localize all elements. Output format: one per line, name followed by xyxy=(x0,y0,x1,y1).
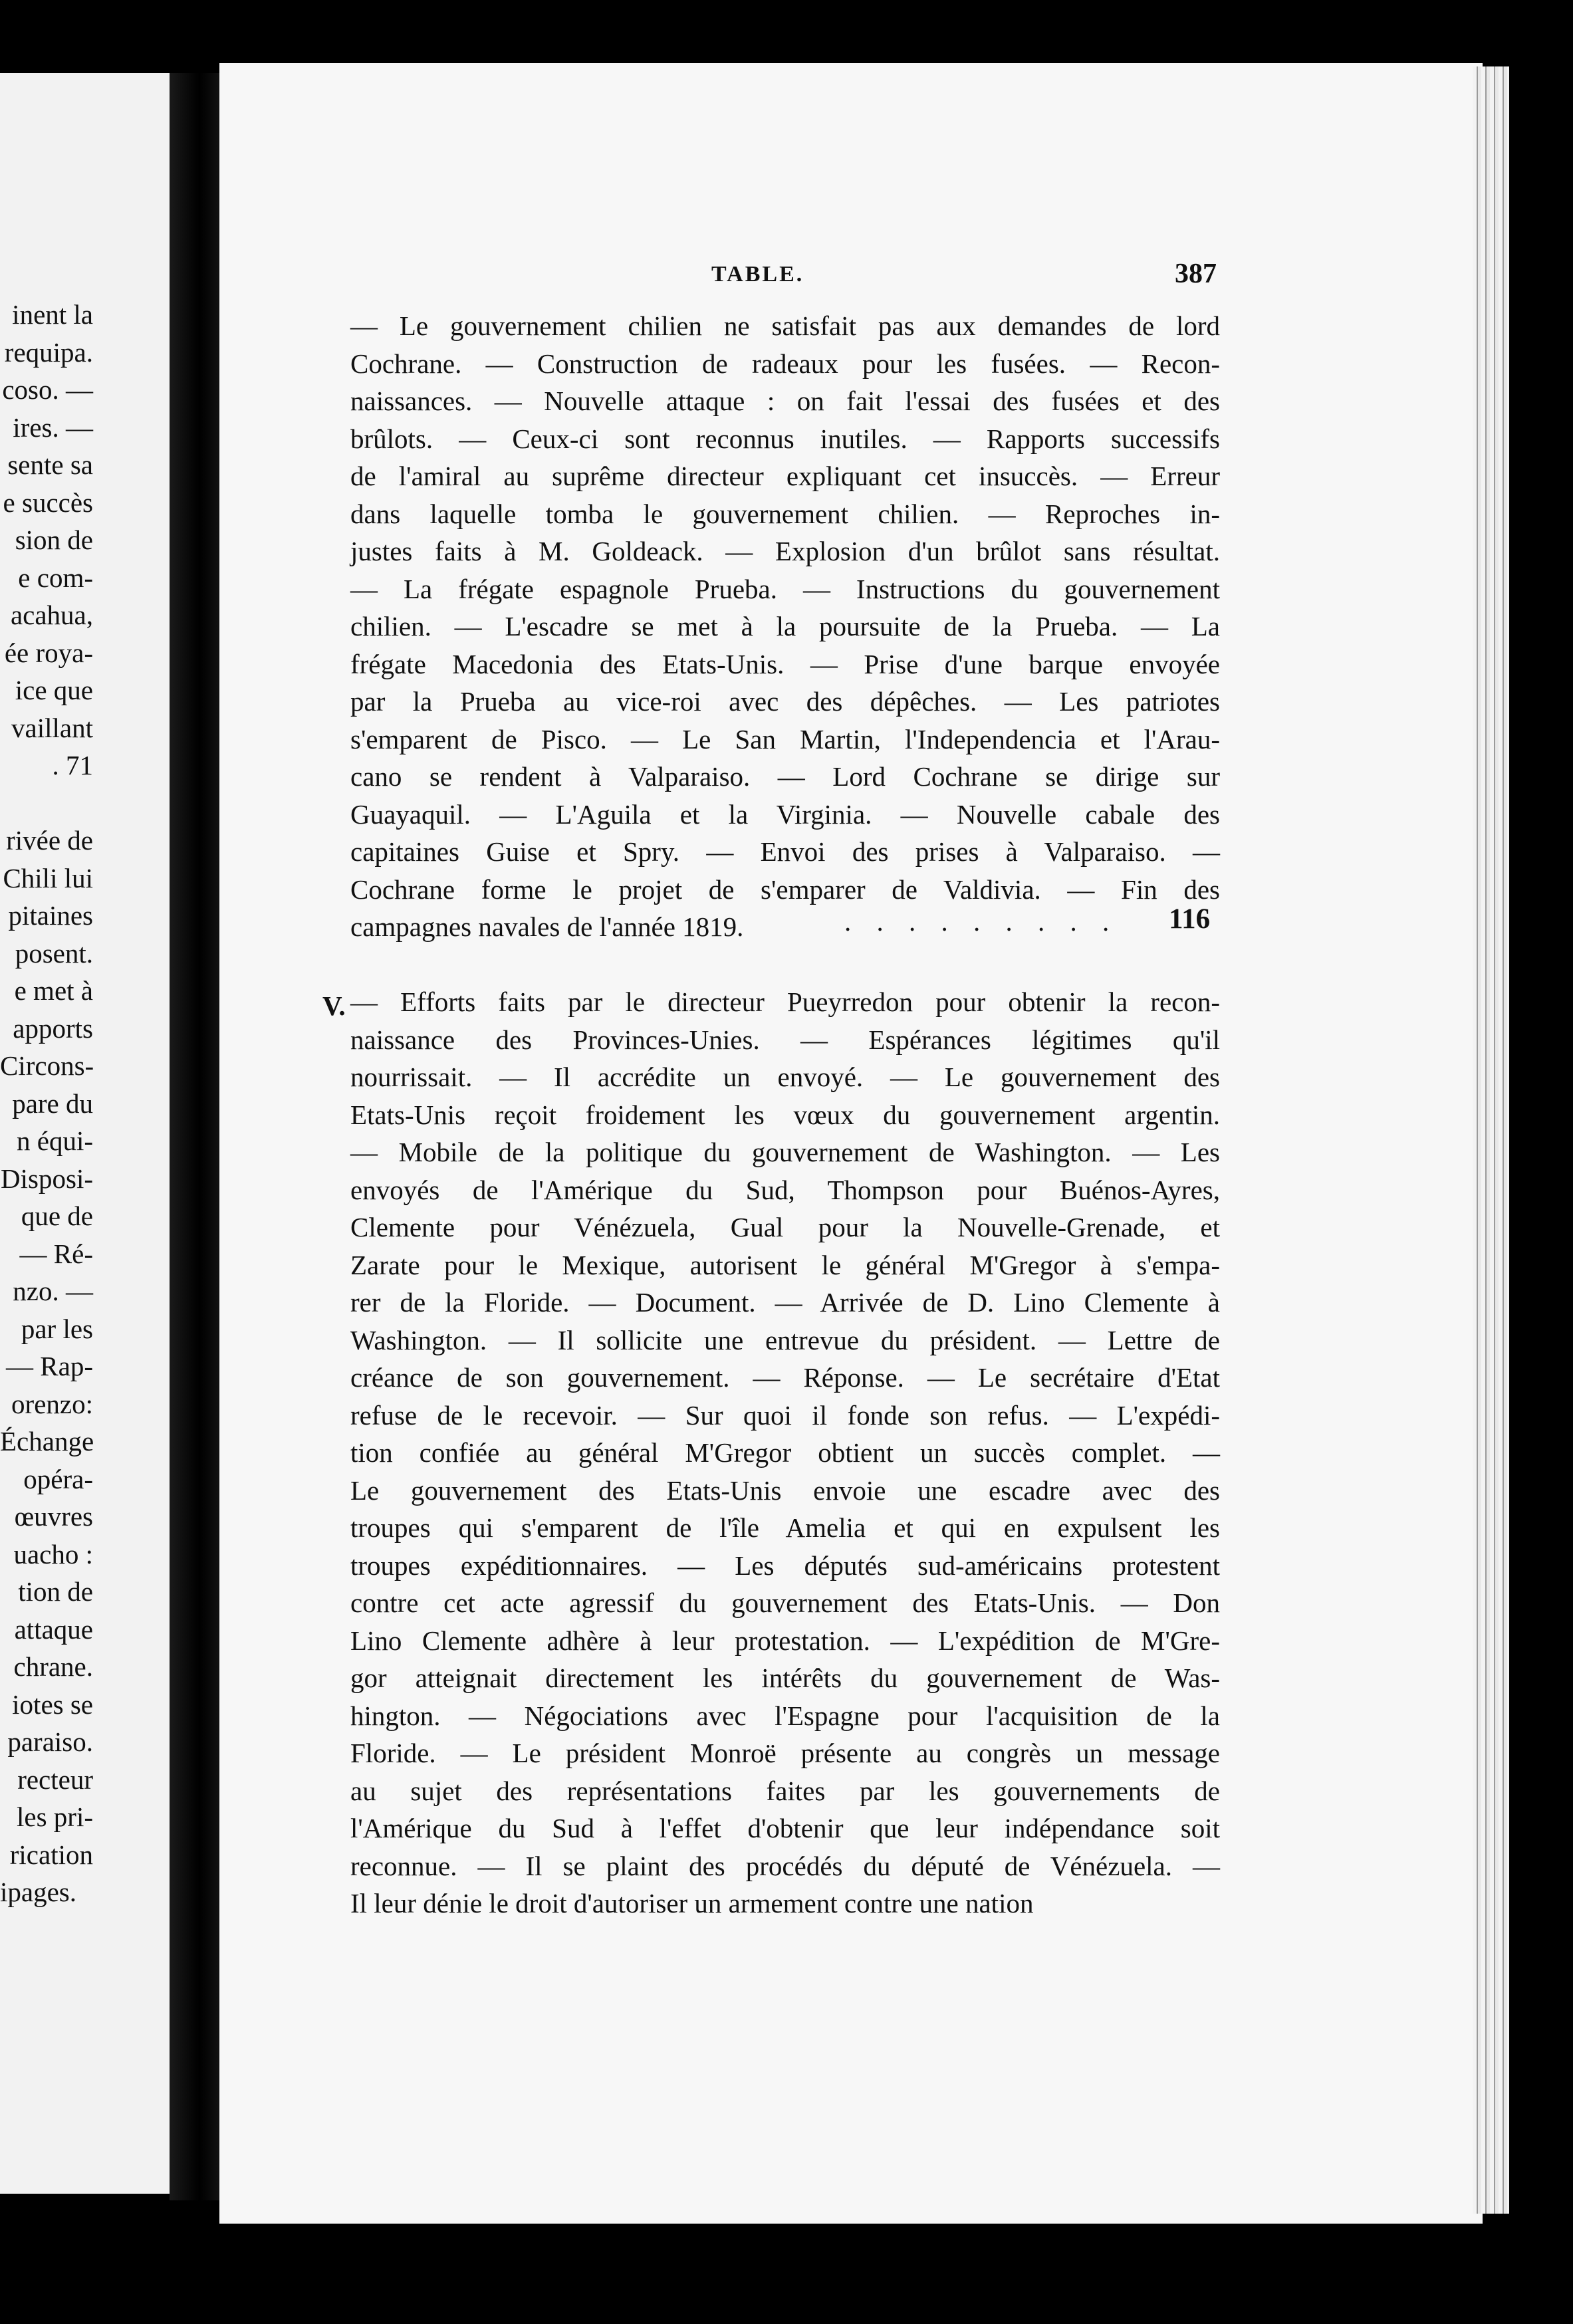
previous-page-line: pare du xyxy=(12,1088,93,1119)
text-line: justes faits à M. Goldeack. — Explosion d'un brûlot sans résultat. xyxy=(350,536,1220,566)
previous-page-line: attaque xyxy=(14,1613,93,1645)
previous-page-line: Disposi- xyxy=(1,1163,93,1194)
text-line: naissance des Provinces-Unies. — Espérances légitimes qu'il xyxy=(350,1024,1220,1055)
previous-page-line: posent. xyxy=(15,937,93,969)
text-line: Washington. — Il sollicite une entrevue du président. — Lettre de xyxy=(350,1324,1220,1355)
previous-page-line: sion de xyxy=(15,524,93,555)
previous-page-line: œuvres xyxy=(14,1501,93,1532)
previous-page-line: recteur xyxy=(17,1764,93,1795)
text-line: rer de la Floride. — Document. — Arrivée de D. Lino Clemente à xyxy=(350,1287,1220,1318)
previous-page-line: que de xyxy=(21,1201,93,1231)
previous-page-line: rication xyxy=(9,1839,93,1870)
section-numeral: V. xyxy=(322,990,346,1021)
text-line: — Mobile de la politique du gouvernement de Washington. — Les xyxy=(350,1137,1220,1167)
text-line: gor atteignait directement les intérêts du gouvernement de Was- xyxy=(350,1663,1220,1693)
text-line: Cochrane. — Construction de radeaux pour les fusées. — Recon- xyxy=(350,348,1220,379)
text-line: refuse de le recevoir. — Sur quoi il fonde son refus. — L'expédi- xyxy=(350,1399,1220,1431)
text-line: par la Prueba au vice-roi avec des dépêches. — Les patriotes xyxy=(350,686,1220,717)
previous-page-line: ice que xyxy=(15,675,93,705)
previous-page-line: ipages. xyxy=(0,1877,76,1907)
text-line: s'emparent de Pisco. — Le San Martin, l'Independencia et l'Arau- xyxy=(350,723,1220,755)
previous-page-text xyxy=(0,296,180,1911)
text-line: brûlots. — Ceux-ci sont reconnus inutiles. — Rapports successifs xyxy=(350,423,1220,454)
previous-page-line: apports xyxy=(13,1012,93,1044)
dot-leader: . . . . . . . . . xyxy=(844,906,1119,937)
text-line: dans laquelle tomba le gouvernement chilien. — Reproches in- xyxy=(350,498,1220,529)
text-line: l'Amérique du Sud à l'effet d'obtenir que leur indépendance soit xyxy=(350,1813,1220,1843)
previous-page-line: pitaines xyxy=(8,900,93,931)
text-line: hington. — Négociations avec l'Espagne pour l'acquisition de la xyxy=(350,1700,1220,1731)
text-line: campagnes navales de l'année 1819. xyxy=(350,911,744,942)
page-header xyxy=(711,258,1217,298)
previous-page-line: opéra- xyxy=(23,1463,93,1494)
text-line: Clemente pour Vénézuela, Gual pour la Nouvelle-Grenade, et xyxy=(350,1212,1220,1242)
text-line: — Efforts faits par le directeur Pueyrredon pour obtenir la recon- xyxy=(350,987,1220,1017)
previous-page-line: e met à xyxy=(14,975,93,1006)
previous-page-line: n équi- xyxy=(17,1125,93,1156)
page-number: 387 xyxy=(1175,259,1217,289)
text-line: capitaines Guise et Spry. — Envoi des prises à Valparaiso. — xyxy=(350,836,1220,867)
previous-page-line xyxy=(0,784,180,822)
previous-page-line: vaillant xyxy=(11,712,93,743)
text-line: chilien. — L'escadre se met à la poursuite de la Prueba. — La xyxy=(350,611,1220,641)
text-line: naissances. — Nouvelle attaque : on fait l'essai des fusées et des xyxy=(350,386,1220,416)
previous-page-line: nzo. — xyxy=(13,1276,93,1306)
previous-page-line: coso. — xyxy=(2,374,93,405)
previous-page-line: acahua, xyxy=(10,600,93,630)
previous-page-line: par les xyxy=(21,1313,93,1344)
previous-page-line: chrane. xyxy=(13,1651,93,1682)
section-iv-continuation xyxy=(350,307,1220,946)
section-v-summary xyxy=(350,983,1220,1922)
previous-page-line: inent la xyxy=(12,299,93,330)
previous-page-line: Échange xyxy=(0,1426,94,1456)
previous-page xyxy=(0,73,180,2194)
text-line: Lino Clemente adhère à leur protestation. — L'expédition de M'Gre- xyxy=(350,1625,1220,1656)
previous-page-line: orenzo: xyxy=(11,1388,93,1419)
text-line: au sujet des représentations faites par les gouvernements de xyxy=(350,1775,1220,1806)
text-line: Floride. — Le président Monroë présente au congrès un message xyxy=(350,1738,1220,1768)
previous-page-line: rivée de xyxy=(6,825,93,856)
text-line: — La frégate espagnole Prueba. — Instructions du gouvernement xyxy=(350,573,1220,604)
previous-page-line: e succès xyxy=(3,487,93,518)
text-line: cano se rendent à Valparaiso. — Lord Cochrane se dirige sur xyxy=(350,761,1220,792)
previous-page-line: requipa. xyxy=(4,336,93,368)
previous-page-line: Circons- xyxy=(0,1050,94,1081)
text-line: reconnue. — Il se plaint des procédés du député de Vénézuela. — xyxy=(350,1850,1220,1881)
previous-page-line: — Rap- xyxy=(6,1351,93,1381)
text-line: tion confiée au général M'Gregor obtient un succès complet. — xyxy=(350,1437,1220,1468)
text-line: Il leur dénie le droit d'autoriser un armement contre une nation xyxy=(350,1888,1034,1918)
text-line: Cochrane forme le projet de s'emparer de Valdivia. — Fin des xyxy=(350,873,1220,905)
previous-page-line: ée roya- xyxy=(4,637,93,668)
text-line: Zarate pour le Mexique, autorisent le général M'Gregor à s'empa- xyxy=(350,1249,1220,1280)
text-line: troupes qui s'emparent de l'île Amelia et qui en expulsent les xyxy=(350,1512,1220,1543)
text-line: Le gouvernement des Etats-Unis envoie une escadre avec des xyxy=(350,1474,1220,1506)
previous-page-line: ires. — xyxy=(13,411,93,443)
previous-page-line: Chili lui xyxy=(3,862,93,893)
text-line: Etats-Unis reçoit froidement les vœux du gouvernement argentin. xyxy=(350,1099,1220,1130)
previous-page-line: . 71 xyxy=(52,750,93,780)
page-edges xyxy=(1473,66,1509,2214)
previous-page-line: e com- xyxy=(18,562,93,593)
text-line: — Le gouvernement chilien ne satisfait pas aux demandes de lord xyxy=(350,310,1220,341)
text-line: troupes expéditionnaires. — Les députés sud-américains protestent xyxy=(350,1550,1220,1581)
previous-page-line: les pri- xyxy=(17,1801,93,1832)
toc-page-reference: 116 xyxy=(1169,903,1211,935)
text-line: contre cet acte agressif du gouvernement des Etats-Unis. — Don xyxy=(350,1587,1220,1618)
previous-page-line: — Ré- xyxy=(19,1238,93,1269)
previous-page-line: paraiso. xyxy=(7,1726,93,1757)
text-line: créance de son gouvernement. — Réponse. — Le secrétaire d'Etat xyxy=(350,1362,1220,1393)
text-line: de l'amiral au suprême directeur expliquant cet insuccès. — Erreur xyxy=(350,461,1220,491)
previous-page-line: iotes se xyxy=(12,1688,93,1720)
previous-page-line: uacho : xyxy=(13,1538,93,1569)
text-line: envoyés de l'Amérique du Sud, Thompson pour Buénos-Ayres, xyxy=(350,1174,1220,1205)
book-gutter xyxy=(170,73,219,2200)
text-line: nourrissait. — Il accrédite un envoyé. — Le gouvernement des xyxy=(350,1062,1220,1092)
previous-page-line: tion de xyxy=(18,1576,93,1607)
text-line: Guayaquil. — L'Aguila et la Virginia. — Nouvelle cabale des xyxy=(350,798,1220,830)
text-line: frégate Macedonia des Etats-Unis. — Prise d'une barque envoyée xyxy=(350,648,1220,679)
running-title: TABLE. xyxy=(711,262,804,287)
previous-page-line: sente sa xyxy=(7,449,93,480)
